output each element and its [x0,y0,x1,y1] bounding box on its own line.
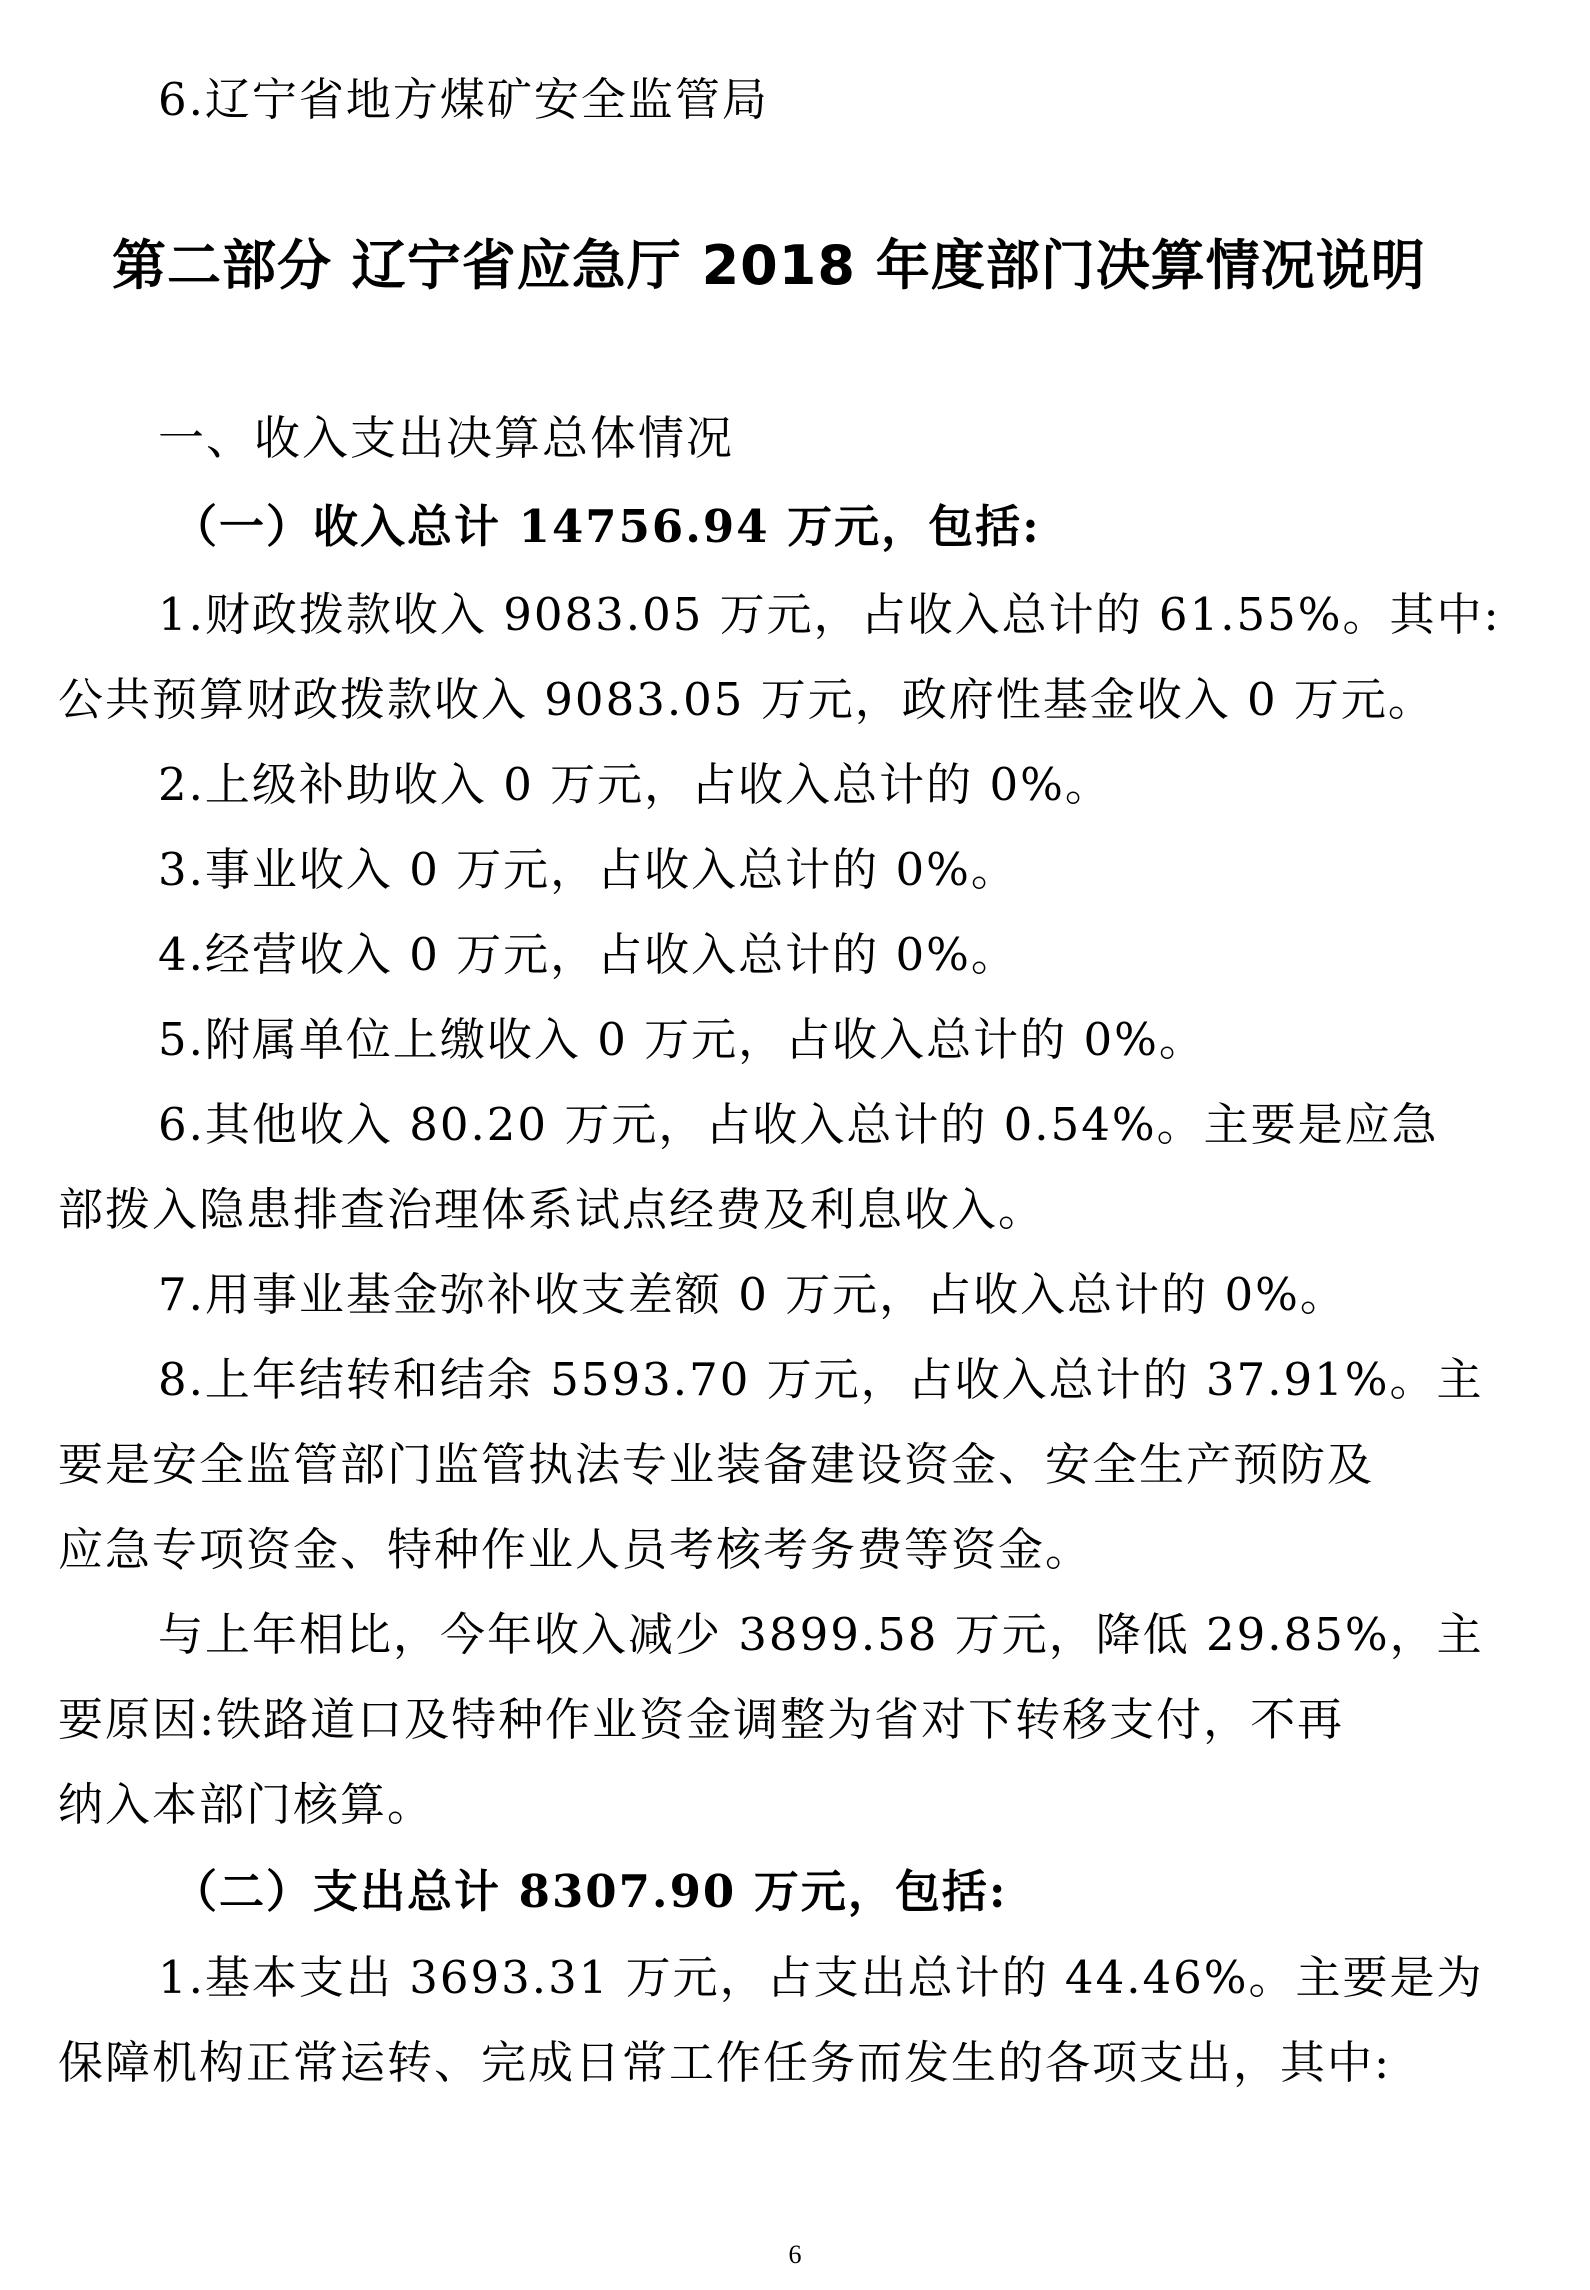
subheading-income-total: （一）收入总计 14756.94 万元，包括: [172,500,1041,553]
part-two-title: 第二部分 辽宁省应急厅 2018 年度部门决算情况说明 [112,234,1426,297]
income-item-6-line-1: 6.其他收入 80.20 万元，占收入总计的 0.54%。主要是应急 [158,1098,1439,1151]
income-item-8-line-3: 应急专项资金、特种作业人员考核考务费等资金。 [58,1523,1093,1576]
income-item-5: 5.附属单位上缴收入 0 万元，占收入总计的 0%。 [158,1013,1206,1066]
income-item-7: 7.用事业基金弥补收支差额 0 万元，占收入总计的 0%。 [158,1268,1347,1321]
income-item-4: 4.经营收入 0 万元，占收入总计的 0%。 [158,928,1018,981]
income-item-8-line-1: 8.上年结转和结余 5593.70 万元，占收入总计的 37.91%。主 [158,1353,1484,1406]
income-item-1-line-2: 公共预算财政拨款收入 9083.05 万元，政府性基金收入 0 万元。 [58,673,1435,726]
expenditure-item-1-line-2: 保障机构正常运转、完成日常工作任务而发生的各项支出，其中: [58,2036,1392,2089]
income-item-6-line-2: 部拨入隐患排查治理体系试点经费及利息收入。 [58,1183,1046,1236]
agency-list-item-6: 6.辽宁省地方煤矿安全监管局 [158,73,769,126]
year-comparison-line-1: 与上年相比，今年收入减少 3899.58 万元，降低 29.85%，主 [158,1608,1484,1661]
income-item-1-line-1: 1.财政拨款收入 9083.05 万元，占收入总计的 61.55%。其中: [158,588,1501,641]
page-number: 6 [788,2240,802,2269]
income-item-8-line-2: 要是安全监管部门监管执法专业装备建设资金、安全生产预防及 [58,1438,1375,1491]
year-comparison-line-2: 要原因:铁路道口及特种作业资金调整为省对下转移支付，不再 [58,1693,1345,1746]
income-item-3: 3.事业收入 0 万元，占收入总计的 0%。 [158,843,1018,896]
expenditure-item-1-line-1: 1.基本支出 3693.31 万元，占支出总计的 44.46%。主要是为 [158,1951,1484,2004]
income-item-2: 2.上级补助收入 0 万元，占收入总计的 0%。 [158,758,1112,811]
year-comparison-line-3: 纳入本部门核算。 [58,1778,435,1831]
section-heading-overall: 一、收入支出决算总体情况 [158,411,734,465]
subheading-expenditure-total: （二）支出总计 8307.90 万元，包括: [172,1865,1008,1918]
